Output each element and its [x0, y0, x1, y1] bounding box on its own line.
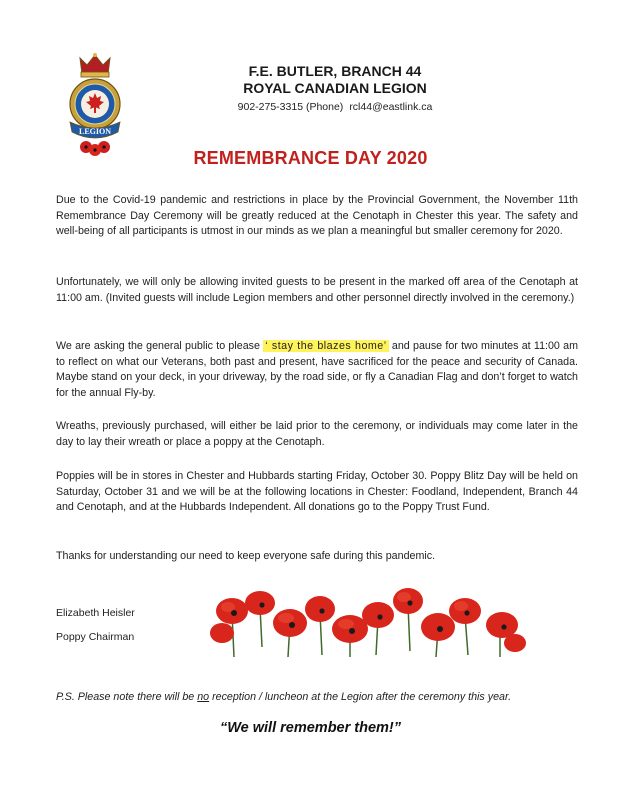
p3-text-after: and pause for two minutes at 11:00 am to reflect on what our Veterans, both past and present, have sacrificed for the peace and security of Canada. Maybe stand on your deck, in your driveway, by the road side, or fly a Canadian Flag and don’t forget to watch for the annual Fly-by.	[56, 340, 578, 399]
signature-name: Elizabeth Heisler	[56, 607, 135, 619]
paragraph-poppy-blitz: Poppies will be in stores in Chester and Hubbards starting Friday, October 30. Poppy Blitz Day will be held on Saturday, October 31 and we will be at the following locations in Chester: Foodland, Independent, Branch 44 and Cenotaph, and at the Hubbards Independent. All donations go to the Poppy Trust Fund.	[56, 470, 578, 513]
page-title: REMEMBRANCE DAY 2020	[193, 148, 428, 168]
paragraph-invited-guests: Unfortunately, we will only be allowing invited guests to be present in the marked off area of the Cenotaph at 11:00 am. (Invited guests will include Legion members and other personnel directly involved in the ceremony.)	[56, 276, 578, 304]
legion-badge-icon	[66, 52, 124, 162]
closing-quote: “We will remember them!”	[219, 720, 402, 736]
logo-legion-text: LEGION	[78, 127, 112, 136]
p3-text-before: We are asking the general public to please	[56, 340, 264, 352]
highlighted-phrase: ‘ stay the blazes home’	[265, 340, 387, 352]
branch-name: F.E. BUTLER, BRANCH 44	[248, 63, 422, 79]
contact-line	[150, 99, 520, 115]
poppy-flowers-icon	[210, 585, 530, 660]
paragraph-covid-notice: Due to the Covid-19 pandemic and restrictions in place by the Provincial Government, the November 11th Remembrance Day Ceremony will be greatly reduced at the Cenotaph in Chester this year. The safety and well-being of all participants is utmost in our minds as we plan a meaningful but smaller ceremony for 2020.	[56, 194, 578, 237]
email-address: rcl44@eastlink.ca	[349, 101, 433, 113]
paragraph-wreaths: Wreaths, previously purchased, will either be laid prior to the ceremony, or individuals may come later in the day to lay their wreath or place a poppy at the Cenotaph.	[56, 420, 578, 448]
paragraph-thanks: Thanks for understanding our need to keep everyone safe during this pandemic.	[56, 550, 436, 562]
phone-number: 902-275-3315 (Phone)	[237, 101, 344, 113]
ps-text-after: reception / luncheon at the Legion after the ceremony this year.	[209, 691, 512, 703]
signature-role: Poppy Chairman	[56, 631, 135, 643]
letterhead	[150, 63, 520, 115]
organization-name: ROYAL CANADIAN LEGION	[243, 80, 427, 96]
ps-underlined-word: no	[197, 691, 210, 703]
ps-text-before: P.S. Please note there will be	[56, 691, 198, 703]
paragraph-public-request	[56, 339, 578, 401]
postscript	[56, 690, 578, 705]
